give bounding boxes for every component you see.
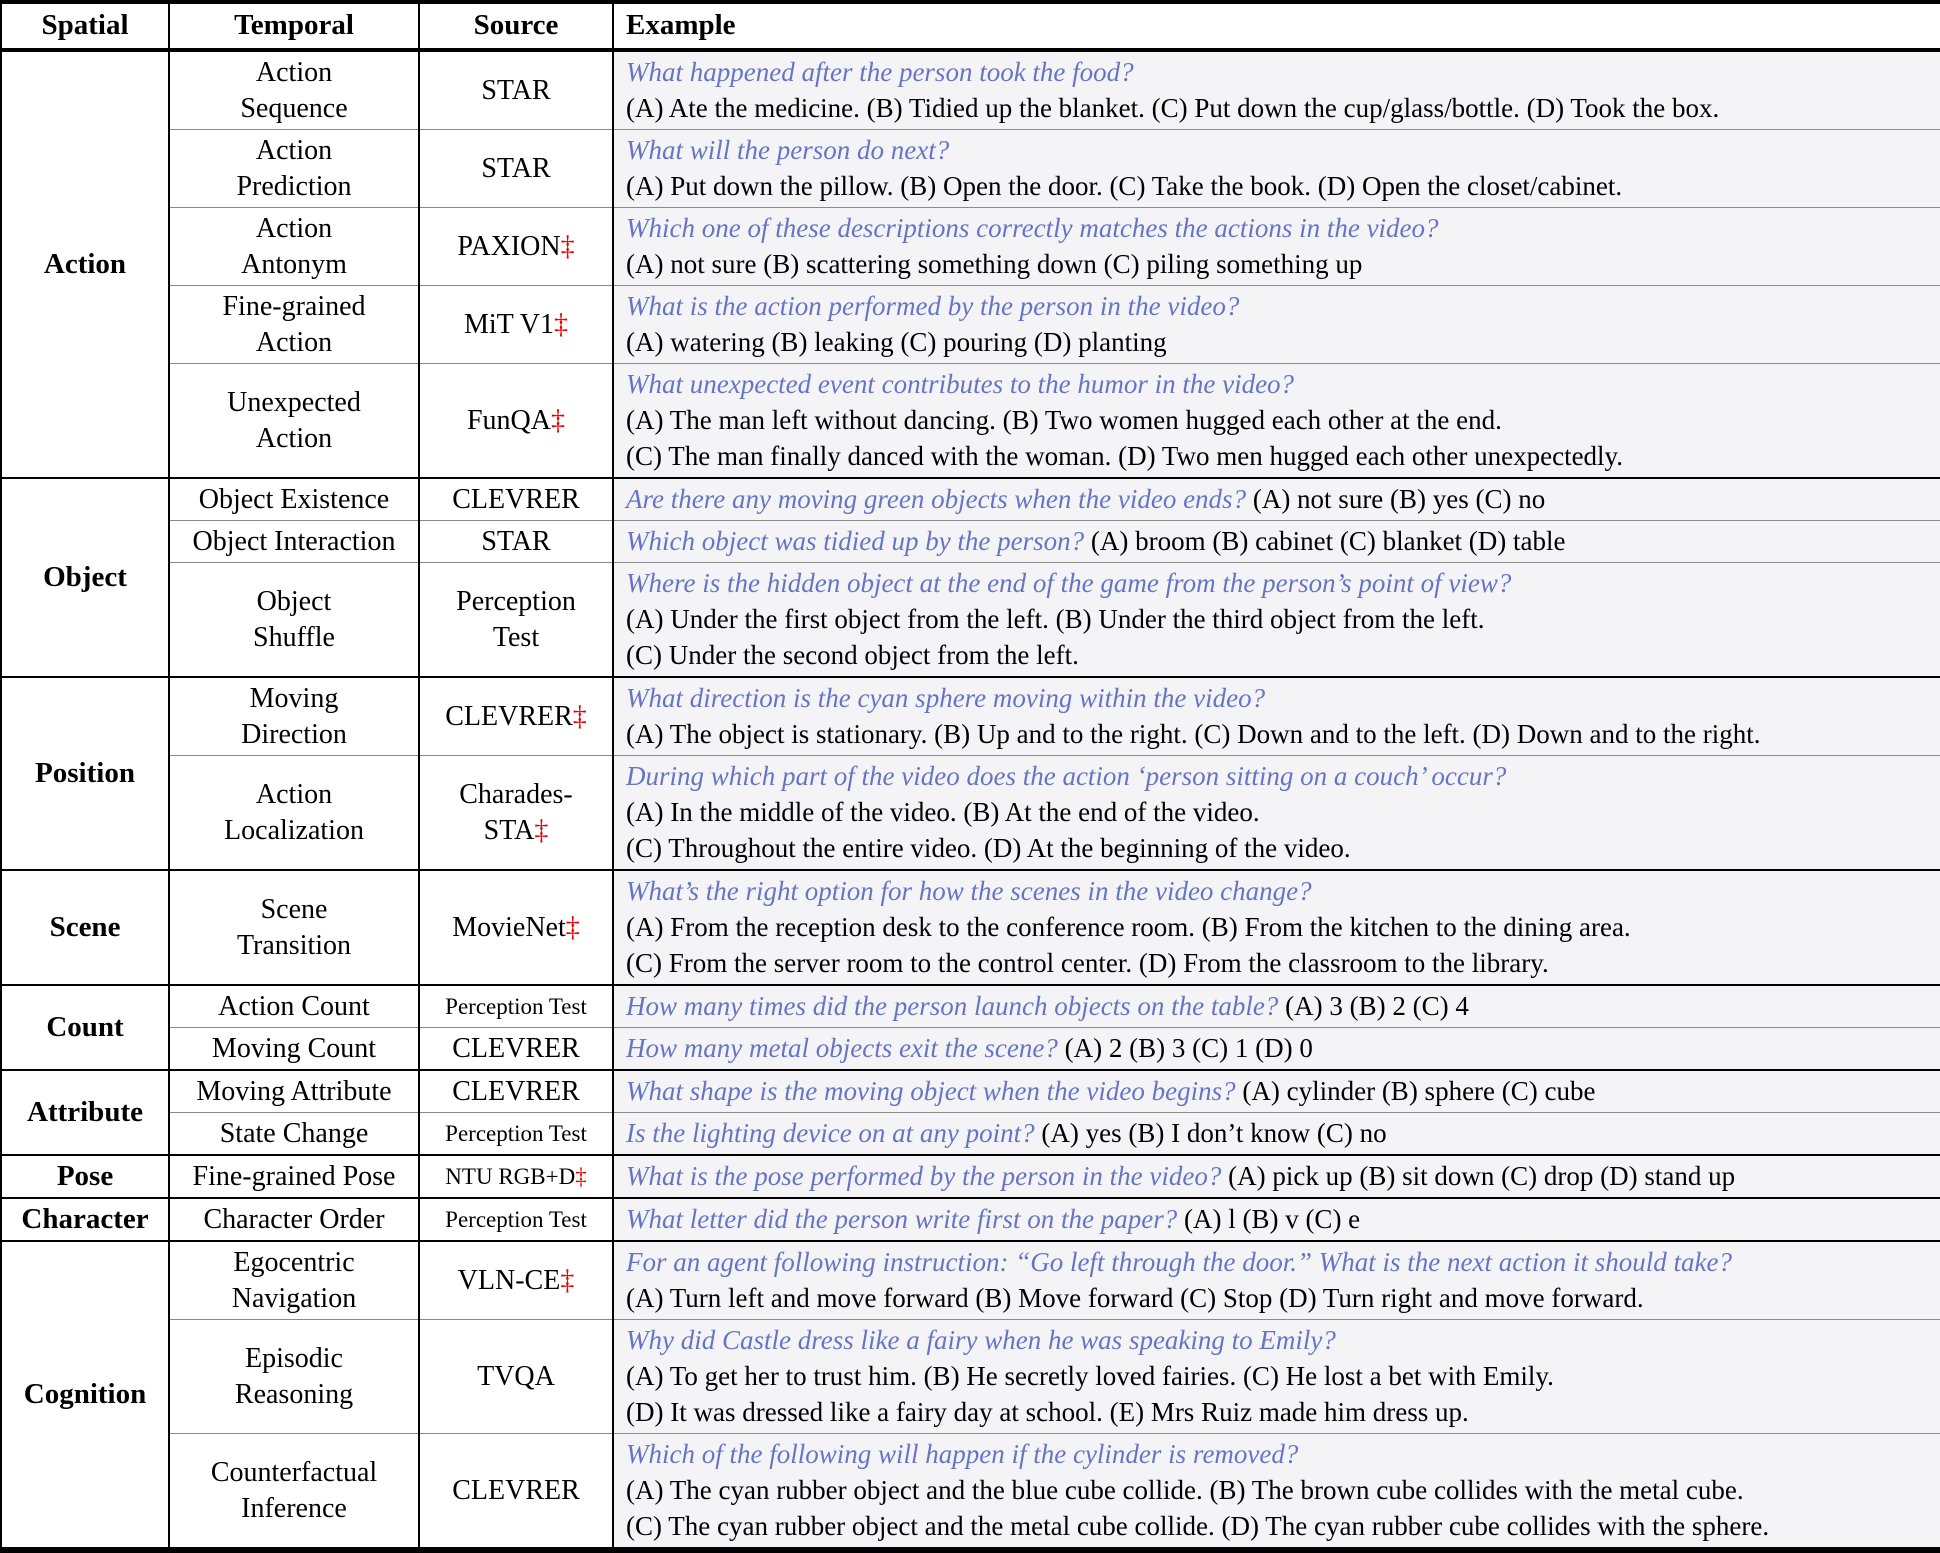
table-row (1, 1113, 1940, 1156)
example-cell (613, 985, 1940, 1028)
example-question-line (626, 1073, 1930, 1109)
task-line: Sequence (240, 92, 348, 124)
example-question: Why did Castle dress like a fairy when he was speaking to Emily? (626, 1325, 1336, 1355)
example-question: Which of the following will happen if the cylinder is removed? (626, 1439, 1299, 1469)
example-cell (613, 1028, 1940, 1071)
task-line: Egocentric (233, 1246, 355, 1278)
example-question-line (626, 210, 1930, 246)
task-cell (169, 1320, 419, 1434)
task-line: Fine-grained Pose (192, 1160, 396, 1192)
example-options-line: (C) From the server room to the control center. (D) From the classroom to the library. (626, 948, 1549, 978)
example-question: What unexpected event contributes to the humor in the video? (626, 369, 1295, 399)
task-line: Moving Attribute (196, 1075, 392, 1107)
example-question: What happened after the person took the food? (626, 57, 1134, 87)
example-cell (613, 286, 1940, 364)
example-options-line: (A) In the middle of the video. (B) At the end of the video. (626, 797, 1260, 827)
source-cell (419, 756, 613, 871)
source-line: MiT V1‡ (464, 308, 568, 340)
task-cell (169, 208, 419, 286)
example-question-line (626, 873, 1930, 909)
task-line: Transition (236, 929, 352, 961)
example-question-line (626, 54, 1930, 90)
double-dagger-mark: ‡ (560, 1264, 575, 1296)
table-row (1, 50, 1940, 130)
double-dagger-mark: ‡ (565, 911, 580, 943)
example-cell (613, 1320, 1940, 1434)
example-options-inline: (A) l (B) v (C) e (1183, 1204, 1361, 1234)
example-question-line (626, 1322, 1930, 1358)
task-cell (169, 1198, 419, 1241)
example-cell (613, 756, 1940, 871)
table-row (1, 870, 1940, 985)
table-header (1, 2, 1940, 50)
example-cell (613, 870, 1940, 985)
source-cell (419, 1434, 613, 1551)
table-row (1, 1028, 1940, 1071)
double-dagger-mark: ‡ (572, 700, 587, 732)
example-options-line: (C) Under the second object from the left. (626, 640, 1079, 670)
task-cell (169, 286, 419, 364)
task-line: Moving (249, 682, 339, 714)
example-question: What’s the right option for how the scenes in the video change? (626, 876, 1312, 906)
example-question: What will the person do next? (626, 135, 950, 165)
example-question: For an agent following instruction: “Go left through the door.” What is the next action it should take? (626, 1247, 1732, 1277)
example-cell (613, 563, 1940, 678)
category-cell: Count (1, 985, 169, 1070)
example-question: What direction is the cyan sphere moving within the video? (626, 683, 1266, 713)
source-cell (419, 1113, 613, 1156)
example-options-line: (A) Put down the pillow. (B) Open the door. (C) Take the book. (D) Open the closet/cabinet. (626, 171, 1623, 201)
source-line: VLN-CE‡ (457, 1264, 575, 1296)
table-row (1, 985, 1940, 1028)
task-cell (169, 563, 419, 678)
double-dagger-mark: ‡ (554, 308, 568, 340)
example-question-line (626, 680, 1930, 716)
category-cell: Action (1, 50, 169, 478)
task-cell (169, 364, 419, 479)
task-cell (169, 1155, 419, 1198)
table-row (1, 130, 1940, 208)
table-row (1, 756, 1940, 871)
source-line: TVQA (477, 1360, 555, 1392)
example-question-line (626, 565, 1930, 601)
example-options-inline: (A) 2 (B) 3 (C) 1 (D) 0 (1064, 1033, 1313, 1063)
example-question: Is the lighting device on at any point? (626, 1118, 1035, 1148)
example-question-line (626, 1201, 1930, 1237)
table-row (1, 1320, 1940, 1434)
example-question-line (626, 1436, 1930, 1472)
table-row (1, 478, 1940, 521)
source-line: Perception Test (445, 1120, 587, 1146)
task-line: Reasoning (234, 1378, 354, 1410)
table-row (1, 1155, 1940, 1198)
example-options-inline: (A) pick up (B) sit down (C) drop (D) stand up (1228, 1161, 1736, 1191)
source-line: NTU RGB+D‡ (445, 1163, 587, 1189)
task-cell (169, 985, 419, 1028)
table-body (1, 50, 1940, 1550)
example-options-line: (C) Throughout the entire video. (D) At the beginning of the video. (626, 833, 1351, 863)
example-question: Which one of these descriptions correctly matches the actions in the video? (626, 213, 1439, 243)
example-cell (613, 1198, 1940, 1241)
example-cell (613, 50, 1940, 130)
example-question-line (626, 1030, 1930, 1066)
example-cell (613, 364, 1940, 479)
example-question: How many metal objects exit the scene? (626, 1033, 1058, 1063)
source-line: STAR (481, 152, 551, 184)
task-line: Action (255, 56, 333, 88)
task-cell (169, 1241, 419, 1320)
task-line: Character Order (203, 1203, 385, 1235)
table-row (1, 563, 1940, 678)
header-example: Example (613, 2, 1940, 50)
source-cell (419, 1028, 613, 1071)
task-line: Action (255, 778, 333, 810)
example-options-line: (A) Turn left and move forward (B) Move forward (C) Stop (D) Turn right and move forward. (626, 1283, 1644, 1313)
example-cell (613, 208, 1940, 286)
source-line: Charades- (459, 778, 573, 810)
task-line: Shuffle (253, 621, 335, 653)
example-question: What is the action performed by the person in the video? (626, 291, 1240, 321)
source-line: FunQA‡ (466, 404, 565, 436)
example-question-line (626, 481, 1930, 517)
task-line: Object Existence (198, 483, 390, 515)
example-question: How many times did the person launch objects on the table? (626, 991, 1279, 1021)
table-row (1, 521, 1940, 563)
source-line: CLEVRER (452, 1032, 580, 1064)
example-cell (613, 1155, 1940, 1198)
source-cell (419, 50, 613, 130)
category-cell: Position (1, 677, 169, 870)
task-line: Action Count (218, 990, 370, 1022)
source-line: CLEVRER (452, 1075, 580, 1107)
example-options-line: (C) The man finally danced with the woman. (D) Two men hugged each other unexpectedly. (626, 441, 1624, 471)
example-cell (613, 1241, 1940, 1320)
task-line: Unexpected (227, 386, 361, 418)
task-line: Object Interaction (192, 525, 396, 557)
source-cell (419, 870, 613, 985)
example-options-line: (A) not sure (B) scattering something down (C) piling something up (626, 249, 1363, 279)
source-cell (419, 1320, 613, 1434)
example-options-line: (A) To get her to trust him. (B) He secretly loved fairies. (C) He lost a bet with Emily. (626, 1361, 1554, 1391)
source-line: CLEVRER (452, 1474, 580, 1506)
header-spatial: Spatial (1, 2, 169, 50)
category-cell: Scene (1, 870, 169, 985)
task-line: Action (255, 422, 333, 454)
example-options-line: (A) Ate the medicine. (B) Tidied up the blanket. (C) Put down the cup/glass/bottle. (D) Took the box. (626, 93, 1720, 123)
example-options-inline: (A) yes (B) I don’t know (C) no (1041, 1118, 1387, 1148)
category-cell: Attribute (1, 1070, 169, 1155)
task-cell (169, 521, 419, 563)
header-source: Source (419, 2, 613, 50)
category-cell: Pose (1, 1155, 169, 1198)
example-question: Which object was tidied up by the person? (626, 526, 1085, 556)
task-line: Action (255, 326, 333, 358)
example-question: What letter did the person write first on the paper? (626, 1204, 1178, 1234)
task-line: Localization (224, 814, 364, 846)
source-cell (419, 677, 613, 756)
task-line: State Change (219, 1117, 369, 1149)
example-question-line (626, 1115, 1930, 1151)
example-question-line (626, 288, 1930, 324)
example-cell (613, 1070, 1940, 1113)
example-options-inline: (A) not sure (B) yes (C) no (1252, 484, 1546, 514)
task-line: Inference (241, 1492, 347, 1524)
task-cell (169, 677, 419, 756)
table-row (1, 286, 1940, 364)
task-cell (169, 1028, 419, 1071)
example-question-line (626, 523, 1930, 559)
example-options-line: (A) The object is stationary. (B) Up and to the right. (C) Down and to the left. (D) Down and to the right. (626, 719, 1761, 749)
example-question: During which part of the video does the action ‘person sitting on a couch’ occur? (626, 761, 1507, 791)
example-options-line: (C) The cyan rubber object and the metal cube collide. (D) The cyan rubber cube collides with the sphere. (626, 1511, 1770, 1541)
source-cell (419, 286, 613, 364)
example-question: Are there any moving green objects when the video ends? (626, 484, 1247, 514)
example-cell (613, 478, 1940, 521)
source-cell (419, 1070, 613, 1113)
table-row (1, 677, 1940, 756)
example-cell (613, 130, 1940, 208)
task-line: Episodic (245, 1342, 343, 1374)
example-question: What is the pose performed by the person in the video? (626, 1161, 1222, 1191)
table-row (1, 1070, 1940, 1113)
task-cell (169, 870, 419, 985)
task-line: Action (255, 212, 333, 244)
task-cell (169, 1070, 419, 1113)
table-row (1, 364, 1940, 479)
example-question-line (626, 758, 1930, 794)
table-row (1, 1198, 1940, 1241)
example-options-line: (A) The man left without dancing. (B) Two women hugged each other at the end. (626, 405, 1502, 435)
source-cell (419, 130, 613, 208)
example-question: Where is the hidden object at the end of the game from the person’s point of view? (626, 568, 1512, 598)
task-cell (169, 1113, 419, 1156)
table-row (1, 208, 1940, 286)
example-options-inline: (A) broom (B) cabinet (C) blanket (D) table (1090, 526, 1566, 556)
example-options-inline: (A) 3 (B) 2 (C) 4 (1285, 991, 1469, 1021)
source-cell (419, 521, 613, 563)
example-cell (613, 1113, 1940, 1156)
task-line: Antonym (241, 248, 347, 280)
example-question: What shape is the moving object when the video begins? (626, 1076, 1236, 1106)
source-cell (419, 1241, 613, 1320)
task-line: Direction (241, 718, 347, 750)
example-options-line: (D) It was dressed like a fairy day at school. (E) Mrs Ruiz made him dress up. (626, 1397, 1469, 1427)
example-options-line: (A) Under the first object from the left. (B) Under the third object from the left. (626, 604, 1485, 634)
category-cell: Object (1, 478, 169, 677)
task-line: Fine-grained (222, 290, 366, 322)
task-cell (169, 1434, 419, 1551)
source-cell (419, 1198, 613, 1241)
header-temporal: Temporal (169, 2, 419, 50)
example-question-line (626, 1158, 1930, 1194)
example-options-line: (A) The cyan rubber object and the blue cube collide. (B) The brown cube collides with the metal cube. (626, 1475, 1744, 1505)
example-cell (613, 521, 1940, 563)
example-question-line (626, 366, 1930, 402)
example-cell (613, 1434, 1940, 1551)
task-line: Action (255, 134, 333, 166)
double-dagger-mark: ‡ (534, 814, 549, 846)
task-cell (169, 478, 419, 521)
header-row (1, 2, 1940, 50)
task-line: Counterfactual (210, 1456, 378, 1488)
source-line: Perception Test (445, 1206, 587, 1232)
source-line: Perception Test (445, 993, 587, 1019)
source-cell (419, 208, 613, 286)
source-line: CLEVRER (452, 483, 580, 515)
task-cell (169, 130, 419, 208)
source-cell (419, 985, 613, 1028)
source-line: MovieNet‡ (452, 911, 580, 943)
table-row (1, 1241, 1940, 1320)
source-line: PAXION‡ (457, 230, 575, 262)
source-cell (419, 563, 613, 678)
double-dagger-mark: ‡ (551, 404, 565, 436)
source-line: STA‡ (483, 814, 549, 846)
example-cell (613, 677, 1940, 756)
task-cell (169, 50, 419, 130)
source-cell (419, 364, 613, 479)
table-row (1, 1434, 1940, 1551)
example-options-line: (A) From the reception desk to the conference room. (B) From the kitchen to the dining area. (626, 912, 1631, 942)
double-dagger-mark: ‡ (575, 1163, 587, 1189)
source-cell (419, 478, 613, 521)
example-options-line: (A) watering (B) leaking (C) pouring (D) planting (626, 327, 1167, 357)
source-line: CLEVRER‡ (445, 700, 587, 732)
example-question-line (626, 1244, 1930, 1280)
example-question-line (626, 988, 1930, 1024)
source-cell (419, 1155, 613, 1198)
double-dagger-mark: ‡ (560, 230, 575, 262)
source-line: STAR (481, 525, 551, 557)
task-line: Object (256, 585, 332, 617)
task-line: Moving Count (211, 1032, 377, 1064)
category-cell: Character (1, 1198, 169, 1241)
source-line: STAR (481, 74, 551, 106)
task-cell (169, 756, 419, 871)
example-question-line (626, 132, 1930, 168)
source-line: Perception (456, 585, 576, 617)
category-cell: Cognition (1, 1241, 169, 1550)
example-options-inline: (A) cylinder (B) sphere (C) cube (1242, 1076, 1596, 1106)
task-line: Scene (260, 893, 328, 925)
task-line: Prediction (236, 170, 352, 202)
source-line: Test (492, 621, 540, 653)
task-line: Navigation (231, 1282, 357, 1314)
